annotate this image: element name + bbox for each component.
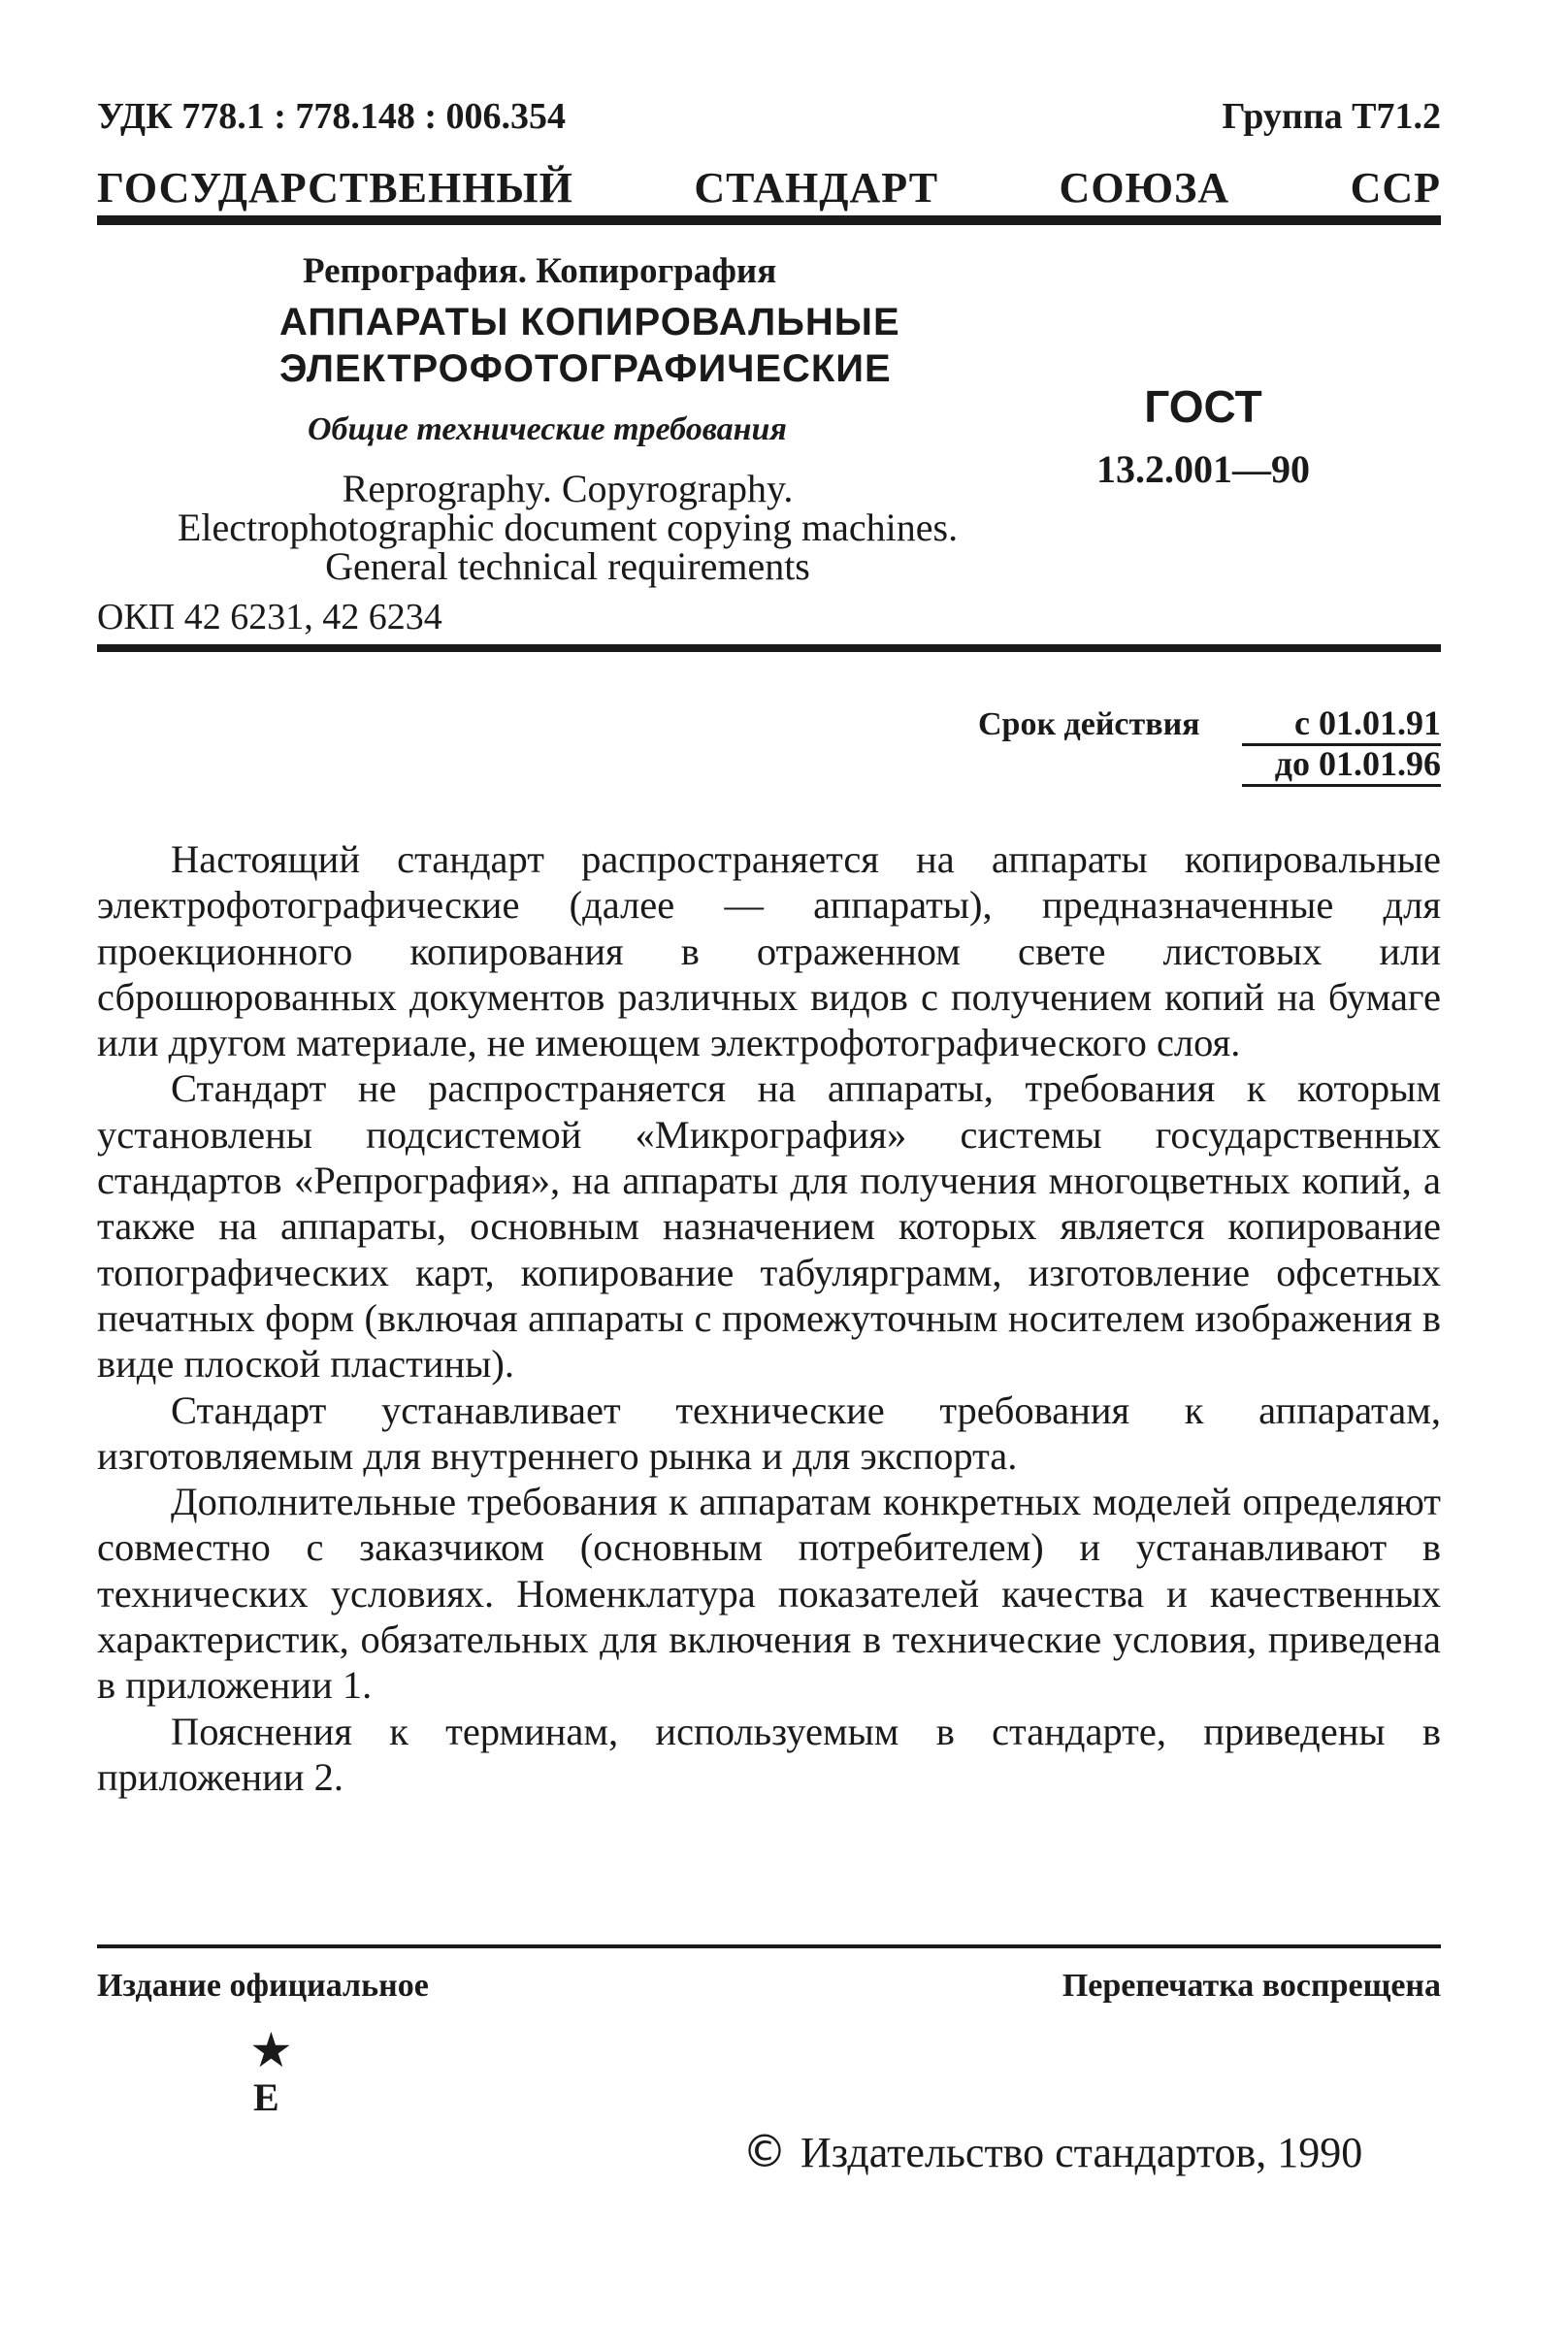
validity-label: Срок действия [978,706,1200,742]
subtitle: Общие технические требования [308,411,787,447]
title-block-rule [97,644,1441,652]
standard-banner: ГОСУДАРСТВЕННЫЙ СТАНДАРТ СОЮЗА ССР [97,164,1441,212]
title-line-2: ЭЛЕКТРОФОТОГРАФИЧЕСКИЕ [279,347,892,390]
udk-code: УДК 778.1 : 778.148 : 006.354 [97,96,567,137]
body-text [97,836,1441,1800]
validity-to: до 01.01.96 [1242,743,1441,787]
english-title-line-3: General technical requirements [325,544,810,588]
body-paragraph-5: Пояснения к терминам, используемым в стандарте, приведены в приложении 2. [97,1709,1441,1799]
group-code: Группа Т71.2 [1222,96,1441,137]
copyright [742,2125,1362,2177]
copyright-text: Издательство стандартов, 1990 [800,2129,1363,2176]
footer-rule [97,1944,1441,1948]
okp-code: ОКП 42 6231, 42 6234 [97,597,442,637]
english-title [155,467,980,588]
reprint-note: Перепечатка воспрещена [1062,1968,1441,2004]
body-paragraph-4: Дополнительные требования к аппаратам конкретных моделей определяют совместно с заказчиком (основным потребителем) и устанавливают в технических условиях. Номенклатура показателей качества и качественных характеристик, обязательных для включения в технические условия, приведена в приложении 1. [97,1480,1441,1708]
gost-label: ГОСТ [1144,381,1262,432]
copyright-icon: © [742,2125,787,2177]
topic-heading: Репрография. Копирография [303,251,777,291]
body-paragraph-2: Стандарт не распространяется на аппараты, требования к которым установлены подсистемой «Микрография» системы государственных стандартов «Репрография», на аппараты для получения многоцветных копий, а также на аппараты, основным назначением которых является копирование топографических карт, копирование табулярграмм, изготовление офсетных печатных форм (включая аппараты с промежуточным носителем изображения в виде плоской пластины). [97,1066,1441,1387]
body-paragraph-3: Стандарт устанавливает технические требования к аппаратам, изготовляемым для внутреннего рынка и для экспорта. [97,1388,1441,1478]
edition-note: Издание официальное [97,1968,429,2004]
english-title-line-1: Reprography. Copyrography. [342,467,794,510]
english-title-line-2: Electrophotographic document copying machines. [177,506,959,549]
edition-mark: Е [253,2075,279,2119]
validity-from: с 01.01.91 [1242,702,1441,746]
star-icon: ★ [249,2022,293,2078]
body-paragraph-1: Настоящий стандарт распространяется на аппараты копировальные электрофотографические (далее — аппараты), предназначенные для проекционного копирования в отраженном свете листовых или сброшюрованных документов различных видов с получением копий на бумаге или другом материале, не имеющем электрофотографического слоя. [97,837,1441,1065]
header-rule [97,215,1441,225]
gost-number: 13.2.001—90 [1096,447,1310,491]
title-line-1: АППАРАТЫ КОПИРОВАЛЬНЫЕ [279,301,900,343]
